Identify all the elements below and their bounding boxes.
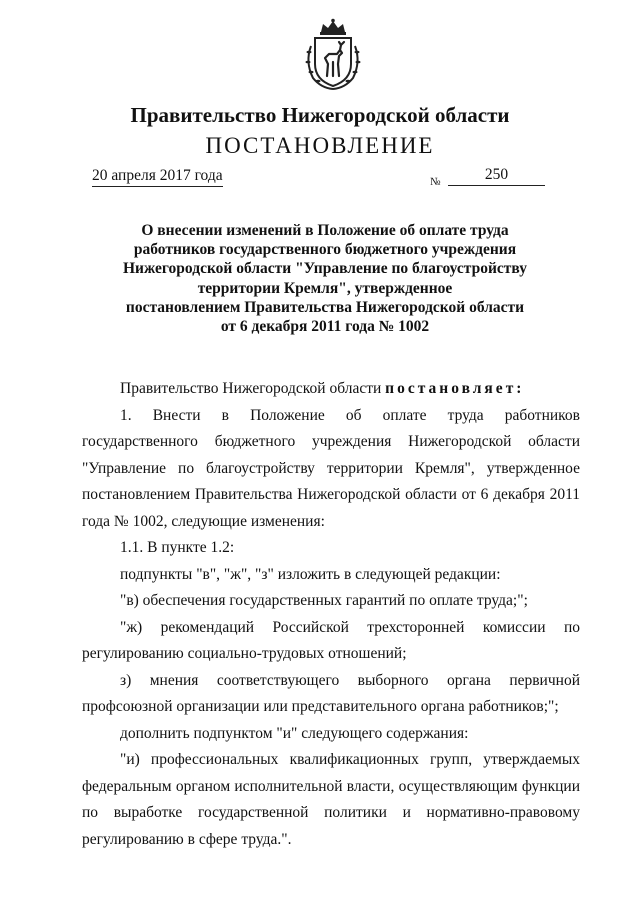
document-number: 250 xyxy=(448,166,545,186)
paragraph-line: года № 1002, следующие изменения: xyxy=(82,512,325,530)
paragraph-line: 1. Внести в Положение об оплате труда работников xyxy=(120,406,580,424)
paragraph-line: регулированию в сфере труда.". xyxy=(82,830,292,848)
document-type: ПОСТАНОВЛЕНИЕ xyxy=(205,133,435,158)
organization-name: Правительство Нижегородской области xyxy=(130,103,510,127)
title-line: работников государственного бюджетного учреждения xyxy=(133,241,517,259)
paragraph-line: подпункты "в", "ж", "з" изложить в следующей редакции: xyxy=(120,565,501,583)
nizhny-novgorod-coat-of-arms-icon xyxy=(303,18,363,90)
title-line: территории Кремля", утвержденное xyxy=(197,279,453,297)
paragraph-line: дополнить подпунктом "и" следующего содержания: xyxy=(120,724,469,742)
preamble xyxy=(82,376,580,403)
document-title xyxy=(80,221,570,336)
title-line: Нижегородской области "Управление по благоустройству xyxy=(123,260,527,278)
preamble-text: Правительство Нижегородской области xyxy=(120,380,386,397)
title-line: от 6 декабря 2011 года № 1002 xyxy=(220,318,430,336)
paragraph-line: 1.1. В пункте 1.2: xyxy=(120,539,235,556)
paragraph-line: профсоюзной организации или представительного органа работников;"; xyxy=(82,698,559,715)
number-label: № xyxy=(430,176,441,188)
paragraph-line: "Управление по благоустройству территории Кремля", утвержденное xyxy=(82,459,580,477)
paragraph-line: по выработке государственной политики и нормативно-правовому xyxy=(82,804,580,821)
title-line: О внесении изменений в Положение об оплате труда xyxy=(141,222,509,239)
document-date: 20 апреля 2017 года xyxy=(92,167,223,187)
title-line: постановлением Правительства Нижегородской области xyxy=(125,298,525,316)
preamble-verb: постановляет: xyxy=(385,380,525,397)
paragraph-line: "ж) рекомендаций Российской трехсторонней комиссии по xyxy=(120,618,580,636)
document-body xyxy=(82,376,580,853)
paragraph-line: регулированию социально-трудовых отношений; xyxy=(82,645,407,662)
paragraph-line: постановлением Правительства Нижегородской области от 6 декабря 2011 xyxy=(82,486,580,503)
paragraph-line: "и) профессиональных квалификационных групп, утверждаемых xyxy=(120,751,580,768)
paragraph-line: з) мнения соответствующего выборного органа первичной xyxy=(120,671,580,689)
paragraph-line: федеральным органом исполнительной власти, осуществляющим функции xyxy=(82,777,580,795)
paragraph-line: "в) обеспечения государственных гарантий по оплате труда;"; xyxy=(120,592,528,609)
paragraph-line: государственного бюджетного учреждения Нижегородской области xyxy=(82,433,580,450)
